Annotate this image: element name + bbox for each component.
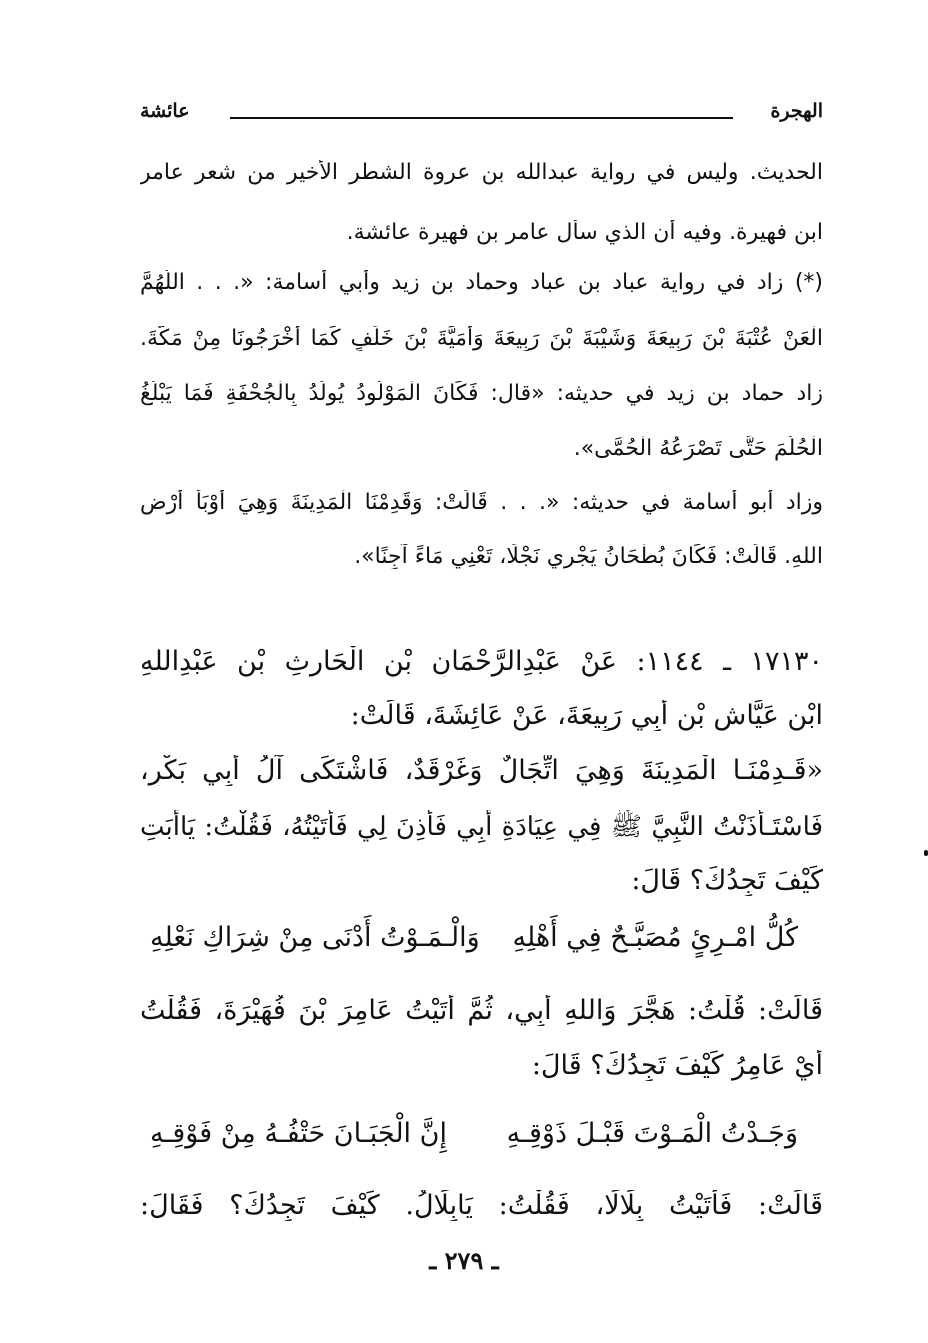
verse-second-hemistich: وَالْـمَـوْتُ أَدْنَى مِنْ شِرَاكِ نَعْلِهِ [150,922,480,953]
scan-speck [924,850,928,856]
note-line: الْحُلُمَ حَتَّى تَصْرَعُهُ الْحُمَّى». [573,436,823,461]
header-rule [230,117,733,119]
header-subject: عائشة [140,100,190,122]
note-line: وزاد أبو أسامة في حديثه: «. . . قَالَتْ: وَقَدِمْنَا الْمَدِينَةَ وَهِيَ أَوْبَأُ أَرْضِ [140,490,823,515]
hadith-line: فَاسْتَـأْذَنْتُ النَّبِيَّ ﷺ فِي عِيَادَةِ أَبِي فَأَذِنَ لِي فَأَتَيْتُهُ، فَقُلْتُ: يَاأَبَتِ [140,812,823,842]
header-book-title: الهجرة [770,100,823,122]
hadith-line: أَيْ عَامِرُ كَيْفَ تَجِدُكَ؟ قَالَ: [531,1050,823,1081]
hadith-line: «قَـدِمْنَـا الْمَدِينَةَ وَهِيَ اتِّجَالٌ وَغَرْقَدٌ، فَاشْتَكَى آلُ أَبِي بَكْرٍ، [140,755,823,786]
note-line: الْعَنْ عُتْبَةَ بْنَ رَبِيعَةَ وَشَيْبَةَ بْنَ رَبِيعَةَ وَأُمَيَّةَ بْنَ خَلَفٍ كَمَا أَخْرَجُونَا مِنْ مَكَّةَ. [140,326,823,351]
verse-second-hemistich: إِنَّ الْجَبَـانَ حَتْفُـهُ مِنْ فَوْقِـهِ [150,1118,447,1149]
note-line: ابن فهيرة. وفيه أن الذي سأل عامر بن فهيرة عائشة. [346,220,823,245]
note-line: الحديث. وليس في رواية عبدالله بن عروة الشطر الأخير من شعر عامر [140,160,823,185]
note-line: اللهِ. قَالَتْ: فَكَانَ بُطْحَانُ يَجْرِي نَجْلًا، تَعْنِي مَاءً آجِنًا». [354,544,823,569]
hadith-line: قَالَتْ: قُلْتُ: هَجَّرَ وَاللهِ أَبِي، ثُمَّ أَتَيْتُ عَامِرَ بْنَ فُهَيْرَةَ، فَقُلْتُ [140,995,823,1026]
verse-first-hemistich: وَجَـدْتُ الْمَـوْتَ قَبْـلَ ذَوْقِـهِ [506,1118,798,1149]
running-header [140,100,823,130]
verse-first-hemistich: كُلُّ امْـرِئٍ مُصَبَّـحٌ فِي أَهْلِهِ [512,922,798,953]
hadith-line: ١٧١٣٠ ـ ١١٤٤: عَنْ عَبْدِالرَّحْمَانِ بْنِ الْحَارِثِ بْنِ عَبْدِاللهِ [140,646,823,677]
note-line: زاد حماد بن زيد في حديثه: «قال: فَكَانَ الْمَوْلُودُ يُولَدُ بِالْجُحْفَةِ فَمَا يَبْلُغُ [140,381,823,406]
hadith-line: كَيْفَ تَجِدُكَ؟ قَالَ: [631,865,823,896]
hadith-line: قَالَتْ: فَأَتَيْتُ بِلَالًا، فَقُلْتُ: يَابِلَالُ. كَيْفَ تَجِدُكَ؟ فَقَالَ: [140,1190,823,1221]
hadith-line: ابْنِ عَيَّاشِ بْنِ أَبِي رَبِيعَةَ، عَنْ عَائِشَةَ، قَالَتْ: [350,700,823,731]
page-number: ـ ٢٧٩ ـ [429,1246,499,1275]
note-line: (*) زاد في رواية عباد بن عباد وحماد بن زيد وأبي أسامة: «. . . اللَّهُمَّ [140,270,823,295]
